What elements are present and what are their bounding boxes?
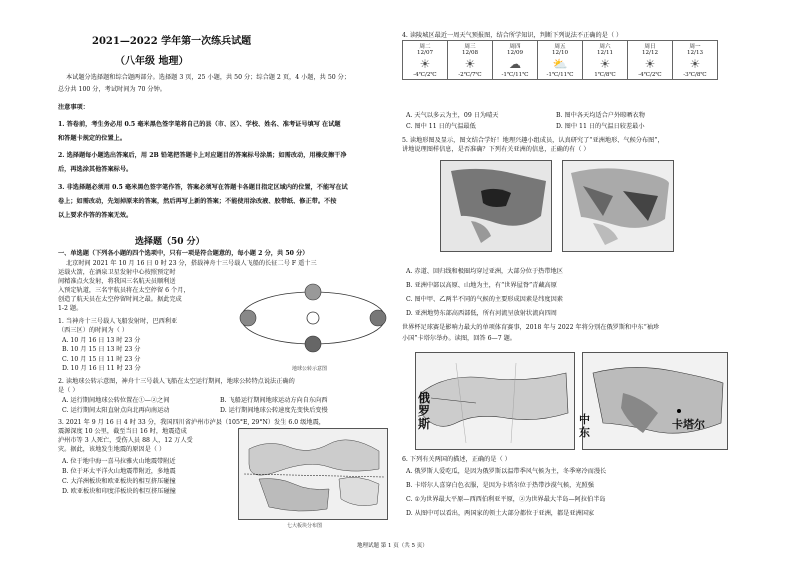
option-d[interactable]: D. 运行期间地球公转速度先变快后变慢	[220, 407, 328, 414]
weather-temp: -4℃/2℃	[413, 72, 437, 78]
option-c[interactable]: C. 图中 11 日的气温最低	[406, 123, 476, 130]
option-b[interactable]: B. 10 月 15 日 13 时 23 分	[62, 346, 141, 353]
plates-caption: 七大板块分布图	[287, 523, 323, 529]
sun-icon: ☀	[644, 57, 656, 71]
option-a[interactable]: A. 赤道、回归线和极圈均穿过亚洲，大部分位于热带地区	[406, 268, 563, 275]
sun-icon: ☀	[599, 57, 611, 71]
option-a[interactable]: A. 天气以多云为主，09 日为晴天	[406, 112, 499, 119]
sun-icon: ☀	[689, 57, 701, 71]
weather-temp: -1℃/11℃	[501, 72, 529, 78]
question-2-cont: 是（ ）	[58, 387, 79, 394]
weather-date: 12/13	[686, 50, 704, 56]
passage-intro: 世界杯足球赛是影响力最大的单项体育赛事，2018 年与 2022 年将分别在俄罗斯和中东“袖珍	[402, 324, 660, 331]
weather-day	[673, 41, 718, 80]
weather-date: 12/09	[506, 50, 524, 56]
option-b[interactable]: B. 图中各天均适合户外晾晒衣物	[556, 112, 645, 119]
weather-date: 12/10	[551, 50, 569, 56]
question-3-cont: 泸州市等 3 人死亡，受伤人员 88 人，12 万人受	[58, 437, 193, 444]
option-d[interactable]: D. 欧亚板块和印度洋板块的相互挤压碰撞	[62, 488, 176, 495]
option-d[interactable]: D. 从图中可以看出，两国家的领土大部分都位于亚洲，都是亚洲国家	[406, 510, 595, 517]
question-intro: 运载火箭，在酒泉卫星发射中心按照预定时	[58, 269, 176, 276]
question-intro: 间精准点火发射，将我国三名航天员顺利送	[58, 278, 176, 285]
option-b[interactable]: B. 飞船运行期间地球运动方向自东向西	[220, 397, 328, 404]
weather-day-name: 周五	[554, 44, 566, 50]
partly-cloudy-icon: ⛅	[552, 57, 568, 71]
section-heading: 选择题（50 分）	[135, 237, 205, 247]
weather-day	[493, 41, 538, 80]
notice-item: 以上要求作答的答案无效。	[58, 212, 133, 219]
qatar-label: 卡塔尔	[672, 418, 705, 431]
passage-intro: 小国”卡塔尔举办。读图，回答 6—7 题。	[402, 335, 516, 342]
question-5-cont: 讲地说理图样信息，是否准确？下列有关亚洲的信息，正确的有（ ）	[402, 146, 590, 153]
sun-icon: ☀	[464, 57, 476, 71]
weather-temp: -2℃/7℃	[458, 72, 482, 78]
option-c[interactable]: C. 运行期间太阳直射点向北再向南运动	[62, 407, 170, 414]
weather-day	[538, 41, 583, 80]
weather-day-name: 周四	[509, 44, 521, 50]
weather-temp: -4℃/2℃	[638, 72, 662, 78]
notice-item: 后，再选涂其他答案标号。	[58, 166, 133, 173]
question-2: 2. 读地球公转示意图，神舟十三号载人飞船在太空运行期间，地球公转特点说法正确的	[58, 378, 295, 385]
instruction-line: 本试题分选择题和综合题两部分。选择题 3 页，25 小题，共 50 分；综合题 2 页，4 小题，共 50 分；	[66, 74, 351, 81]
page-footer: 地理试题 第 1 页（共 5 页）	[357, 543, 428, 549]
option-b[interactable]: B. 亚洲中部以高原、山地为主，有“世界屋脊”青藏高原	[406, 282, 557, 289]
weather-day-name: 周一	[689, 44, 701, 50]
weather-day	[448, 41, 493, 80]
option-a[interactable]: A. 运行期间地球公转位置在①—②之间	[62, 397, 170, 404]
question-6: 6. 下列有关两国的描述，正确的是（ ）	[402, 456, 511, 463]
plates-map	[238, 428, 388, 520]
weather-day	[628, 41, 673, 80]
question-3-cont: 灾。据此，该地发生地震的原因是（ ）	[58, 446, 166, 453]
question-5: 5. 读地形图及显示，图文结合学好！地理兴趣小组成员，认真研究了“亚洲地形、气候分布图”，	[402, 137, 664, 144]
option-c[interactable]: C. ①为世界最大平原—西西伯利亚平原，②为世界最大半岛—阿拉伯半岛	[406, 496, 606, 503]
weather-date: 12/08	[461, 50, 479, 56]
orbit-caption: 地球公转示意图	[292, 366, 328, 372]
page-title: 2021—2022 学年第一次练兵试题	[92, 36, 252, 47]
weather-day-name: 周六	[599, 44, 611, 50]
asia-climate-map	[562, 160, 674, 252]
notice-item: 卷上；如需改动，先划掉原来的答案，然后再写上新的答案；不能使用涂改液、胶带纸、修正带。不按	[58, 198, 337, 205]
notice-item: 2. 选择题每小题选出答案后，用 2B 铅笔把答题卡上对应题目的答案标号涂黑；如需改动，用橡皮擦干净	[58, 152, 347, 159]
weather-date: 12/11	[596, 50, 614, 56]
weather-day	[583, 41, 628, 80]
option-d[interactable]: D. 10 月 16 日 11 时 23 分	[62, 365, 141, 372]
weather-day-name: 周二	[419, 44, 431, 50]
asia-terrain-map	[440, 160, 552, 252]
option-c[interactable]: C. 大洋洲板块和欧亚板块的相互挤压碰撞	[62, 478, 176, 485]
cloud-icon: ☁	[509, 57, 521, 71]
option-a[interactable]: A. 10 月 16 日 13 时 23 分	[62, 337, 141, 344]
notice-heading: 注意事项：	[58, 104, 89, 111]
instruction-line: 总分共 100 分，考试时间为 70 分钟。	[58, 86, 166, 93]
option-a[interactable]: A. 位于地中海一喜马拉雅火山地震带附近	[62, 458, 176, 465]
question-intro: 入预定轨道，三名宇航员将在太空停留 6 个月，	[58, 287, 190, 294]
weather-day-name: 周三	[464, 44, 476, 50]
weather-date: 12/07	[416, 50, 434, 56]
question-1-cont: （西三区）的时间为（ ）	[58, 327, 129, 334]
question-heading: 一、单选题（下列各小题的四个选项中，只有一项是符合题意的，每小题 2 分，共 50 分）	[58, 250, 309, 257]
weather-date: 12/12	[641, 50, 659, 56]
option-d[interactable]: D. 图中 11 日的气温日较差最小	[556, 123, 645, 130]
option-b[interactable]: B. 位于环太平洋火山地震带附近，多地震	[62, 468, 176, 475]
notice-item: 1. 答卷前，考生务必用 0.5 毫米黑色签字笔将自己的县（市、区）、学校、姓名、准考证号填写 在试题	[58, 121, 341, 128]
question-intro: 北京时间 2021 年 10 月 16 日 0 时 23 分，搭载神舟十三号载人飞船的长征二号 F 遥十三	[66, 260, 317, 267]
question-intro: 1-2 题。	[58, 305, 83, 312]
question-3-cont: 震源深度 10 公里，截至当日 16 时，地震造成	[58, 428, 187, 435]
mideast-map	[582, 352, 728, 450]
option-d[interactable]: D. 亚洲地势东部高西部低，所有河流呈放射状流向四周	[406, 310, 557, 317]
question-1: 1. 当神舟十三号载人飞船发射时，巴西利亚	[58, 318, 178, 325]
question-4: 4. 读陵城区最近一周天气预报图，结合所学知识，判断下列说法不正确的是（ ）	[402, 32, 623, 39]
orbit-diagram	[232, 282, 394, 360]
weather-temp: 1℃/8℃	[594, 72, 616, 78]
sun-icon: ☀	[419, 57, 431, 71]
notice-item: 和答题卡规定的位置上。	[58, 135, 127, 142]
weather-temp: -3℃/8℃	[683, 72, 707, 78]
option-c[interactable]: C. 10 月 15 日 11 时 23 分	[62, 356, 141, 363]
weather-day	[403, 41, 448, 80]
page-subtitle: （八年级 地理）	[115, 56, 189, 67]
weather-forecast-table	[402, 40, 718, 80]
option-b[interactable]: B. 卡塔尔人喜穿白色衣服，是因为卡塔尔位于热带沙漠气候，光照强	[406, 482, 594, 489]
weather-day-name: 周日	[644, 44, 656, 50]
option-a[interactable]: A. 俄罗斯人爱吃瓜，是因为俄罗斯以温带季风气候为主，冬季寒冷而漫长	[406, 468, 607, 475]
option-c[interactable]: C. 图中甲、乙两半不同的气候的主要形成因素是纬度因素	[406, 296, 563, 303]
question-intro: 创造了航天员在太空停留时间之最。据此完成	[58, 296, 182, 303]
notice-item: 3. 非选择题必须用 0.5 毫米黑色签字笔作答，答案必须写在答题卡各题目指定区域内的位置，不能写在试	[58, 184, 348, 191]
question-3: 3. 2021 年 9 月 16 日 4 时 33 分，我国四川省泸州市泸县（105°E, 29°N）发生 6.0 级地震，	[58, 419, 325, 426]
russia-map	[415, 352, 575, 450]
russia-label: 俄罗斯	[418, 391, 431, 431]
weather-temp: -1℃/11℃	[546, 72, 574, 78]
mideast-label: 中东	[579, 413, 590, 439]
